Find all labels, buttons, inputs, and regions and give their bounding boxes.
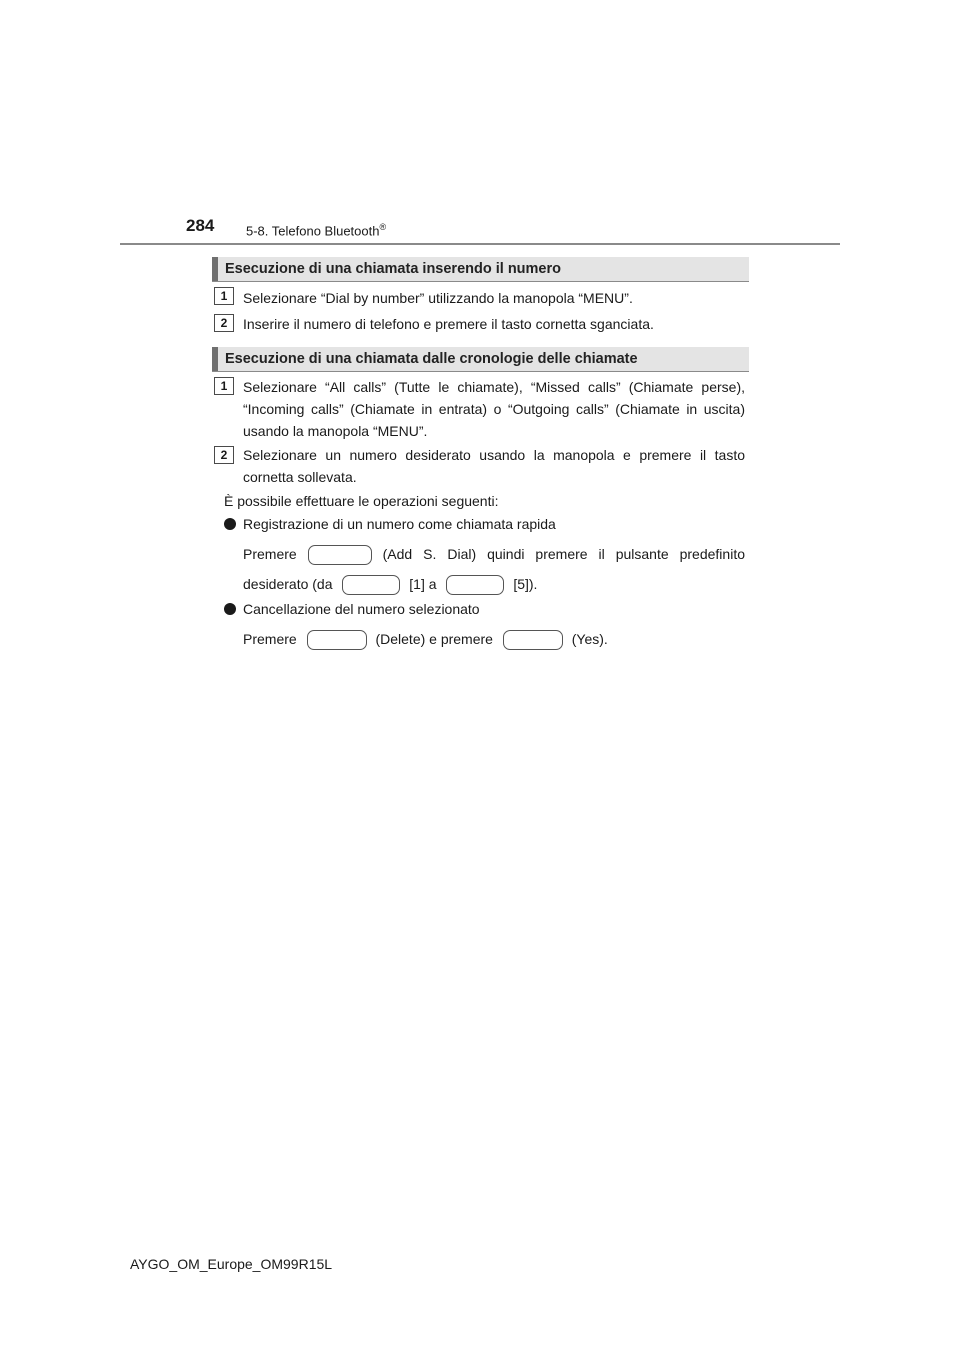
header-divider: [120, 243, 840, 245]
registered-mark: ®: [379, 222, 387, 232]
document-footer: AYGO_OM_Europe_OM99R15L: [130, 1256, 333, 1272]
section-title-text: 5-8. Telefono Bluetooth: [246, 223, 380, 239]
instruction-text: desiderato (da: [243, 576, 333, 592]
step-text: Selezionare un numero desiderato usando la manopola e premere il tasto cornetta sollevata.: [243, 447, 745, 485]
instruction-text: Premere: [243, 631, 297, 647]
section-heading: Esecuzione di una chiamata dalle cronologie delle chiamate: [225, 351, 638, 367]
step-number-badge: 1: [214, 287, 234, 305]
step-number-badge: 2: [214, 446, 234, 464]
instruction-text: (Yes).: [571, 631, 608, 647]
step-number-badge: 1: [214, 377, 234, 395]
instruction-text: Premere: [243, 546, 297, 562]
step-text: Selezionare “All calls” (Tutte le chiamate), “Missed calls” (Chiamate perse), “Incoming calls” (Chiamate in entrata) o “Outgoing calls” (Chiamate in uscita) usando la manopola “MENU”.: [243, 379, 745, 439]
page-number: 284: [186, 216, 215, 235]
bullet-icon: [224, 518, 236, 530]
section-heading-bar: [212, 257, 749, 282]
section-heading-bar: [212, 347, 749, 372]
section-title: [246, 222, 386, 238]
preset-1-key-icon: [342, 575, 400, 595]
page-header: [0, 0, 960, 250]
instruction-text: (Delete) e premere: [375, 631, 493, 647]
preset-5-key-icon: [446, 575, 504, 595]
instruction-text: (Add S. Dial) quindi premere il pulsante predefinito: [382, 546, 745, 562]
operation-instruction: [243, 574, 537, 595]
operation-title: Cancellazione del numero selezionato: [243, 601, 480, 617]
add-speed-dial-key-icon: [308, 545, 372, 565]
operation-title: Registrazione di un numero come chiamata rapida: [243, 516, 556, 532]
step-text: Inserire il numero di telefono e premere il tasto cornetta sganciata.: [243, 316, 654, 332]
operation-instruction: [243, 544, 745, 565]
section-heading: Esecuzione di una chiamata inserendo il numero: [225, 261, 561, 277]
step-number-badge: 2: [214, 314, 234, 332]
delete-key-icon: [307, 630, 367, 650]
instruction-text: [5]).: [513, 576, 538, 592]
yes-key-icon: [503, 630, 563, 650]
instruction-text: [1] a: [409, 576, 437, 592]
bullet-icon: [224, 603, 236, 615]
operation-instruction: [243, 629, 608, 650]
operations-intro: È possibile effettuare le operazioni seguenti:: [224, 493, 499, 509]
step-text: Selezionare “Dial by number” utilizzando la manopola “MENU”.: [243, 290, 633, 306]
